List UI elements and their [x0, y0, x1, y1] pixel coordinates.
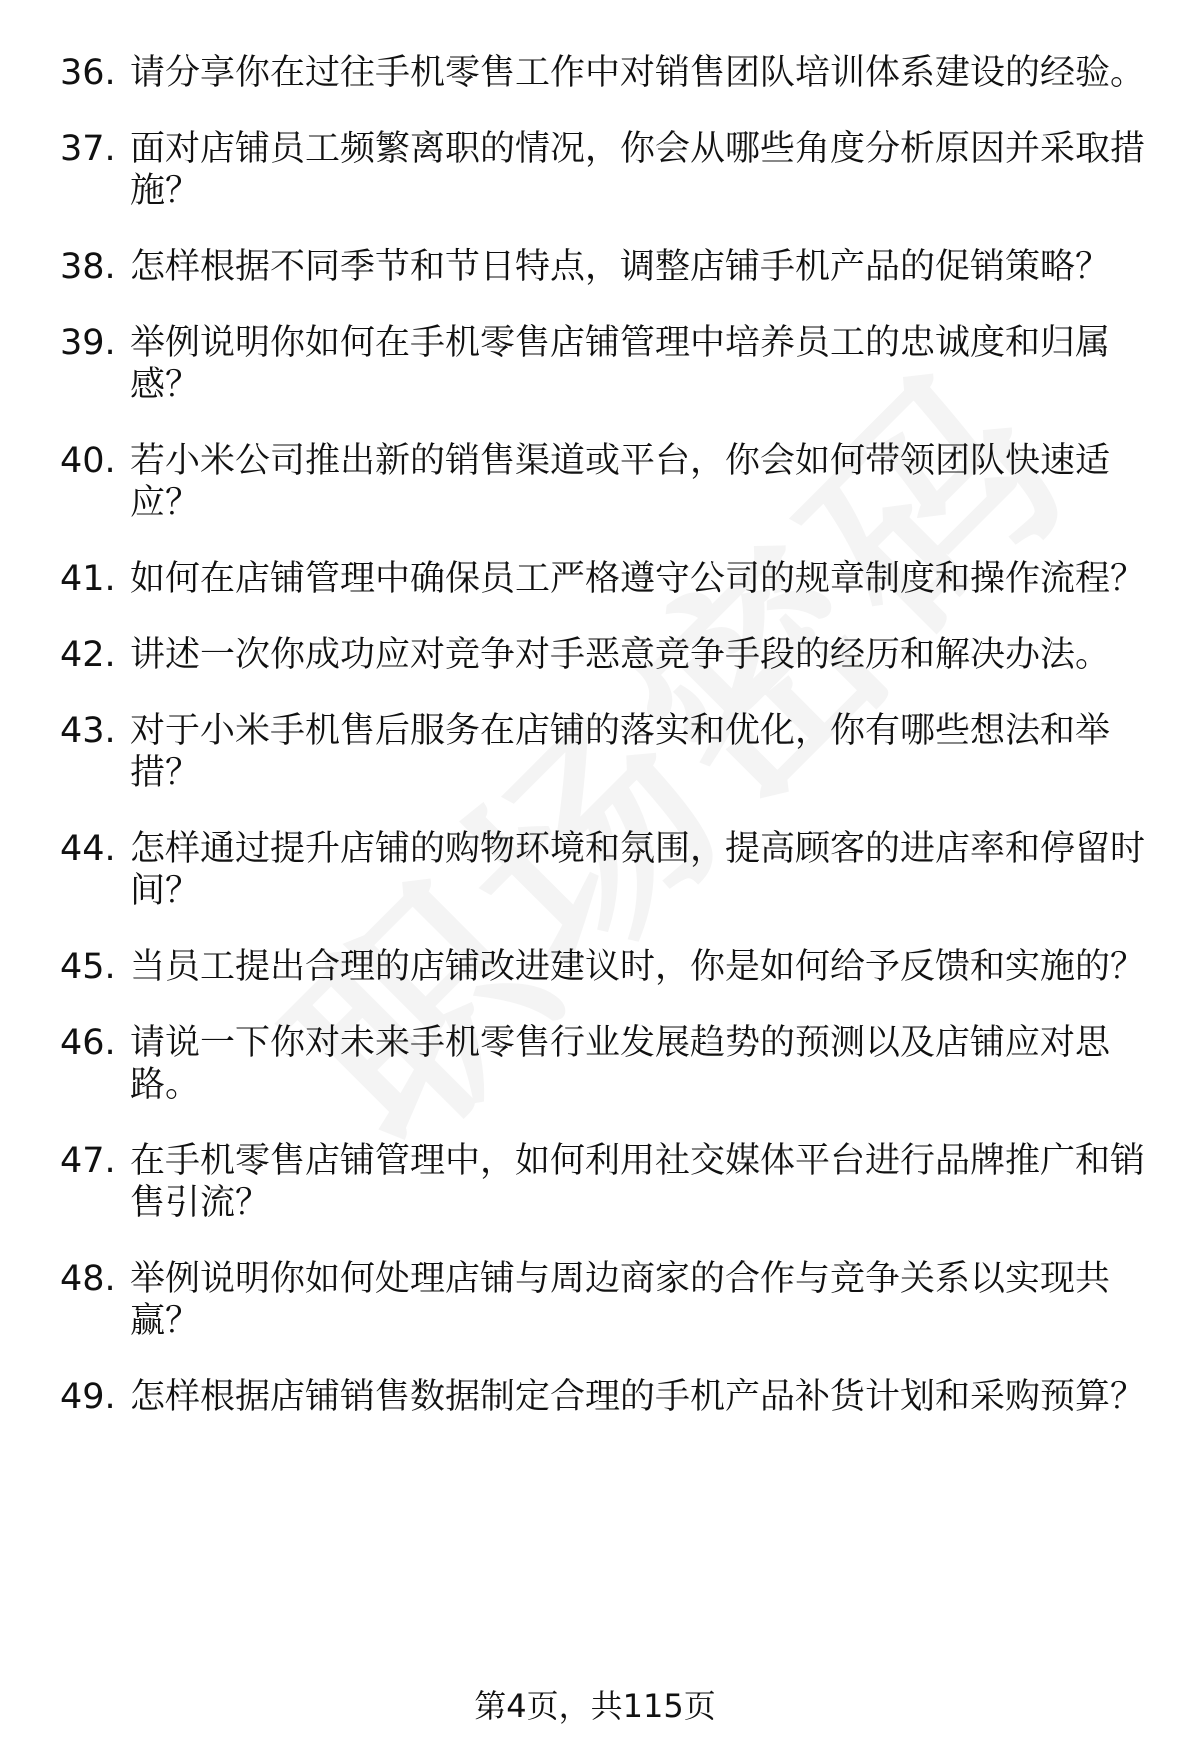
question-number: 36.	[60, 53, 116, 93]
page-footer	[0, 1686, 1190, 1726]
question-number: 37.	[60, 129, 116, 169]
question-item-44	[60, 828, 1150, 912]
question-text: 当员工提出合理的店铺改进建议时，你是如何给予反馈和实施的？	[130, 947, 1146, 987]
question-item-41	[60, 558, 1150, 600]
question-list	[60, 52, 1150, 1452]
question-item-42	[60, 634, 1150, 676]
question-number: 38.	[60, 247, 116, 287]
question-item-49	[60, 1376, 1150, 1418]
question-number: 48.	[60, 1259, 116, 1299]
question-text: 怎样通过提升店铺的购物环境和氛围，提高顾客的进店率和停留时间？	[130, 829, 1146, 911]
question-number: 49.	[60, 1377, 116, 1417]
question-item-37	[60, 128, 1150, 212]
question-number: 45.	[60, 947, 116, 987]
question-item-47	[60, 1140, 1150, 1224]
question-item-40	[60, 440, 1150, 524]
question-item-36	[60, 52, 1150, 94]
question-text: 若小米公司推出新的销售渠道或平台，你会如何带领团队快速适应？	[130, 441, 1111, 523]
question-text: 怎样根据店铺销售数据制定合理的手机产品补货计划和采购预算？	[130, 1377, 1146, 1417]
question-item-38	[60, 246, 1150, 288]
question-text: 在手机零售店铺管理中，如何利用社交媒体平台进行品牌推广和销售引流？	[130, 1141, 1146, 1223]
question-number: 46.	[60, 1023, 116, 1063]
question-text: 面对店铺员工频繁离职的情况，你会从哪些角度分析原因并采取措施？	[130, 129, 1146, 211]
question-number: 43.	[60, 711, 116, 751]
question-text: 怎样根据不同季节和节日特点，调整店铺手机产品的促销策略？	[130, 247, 1111, 287]
question-item-46	[60, 1022, 1150, 1106]
question-text: 请说一下你对未来手机零售行业发展趋势的预测以及店铺应对思路。	[130, 1023, 1111, 1105]
question-item-45	[60, 946, 1150, 988]
question-number: 41.	[60, 559, 116, 599]
question-number: 40.	[60, 441, 116, 481]
question-item-43	[60, 710, 1150, 794]
question-text: 举例说明你如何处理店铺与周边商家的合作与竞争关系以实现共赢？	[130, 1259, 1111, 1341]
question-number: 42.	[60, 635, 116, 675]
question-item-48	[60, 1258, 1150, 1342]
question-number: 47.	[60, 1141, 116, 1181]
question-number: 39.	[60, 323, 116, 363]
question-number: 44.	[60, 829, 116, 869]
question-text: 对于小米手机售后服务在店铺的落实和优化，你有哪些想法和举措？	[130, 711, 1111, 793]
question-text: 如何在店铺管理中确保员工严格遵守公司的规章制度和操作流程？	[130, 559, 1146, 599]
page-number-label: 第4页，共115页	[474, 1687, 716, 1725]
question-item-39	[60, 322, 1150, 406]
question-text: 举例说明你如何在手机零售店铺管理中培养员工的忠诚度和归属感？	[130, 323, 1111, 405]
question-text: 讲述一次你成功应对竞争对手恶意竞争手段的经历和解决办法。	[130, 635, 1111, 675]
question-text: 请分享你在过往手机零售工作中对销售团队培训体系建设的经验。	[130, 53, 1146, 93]
